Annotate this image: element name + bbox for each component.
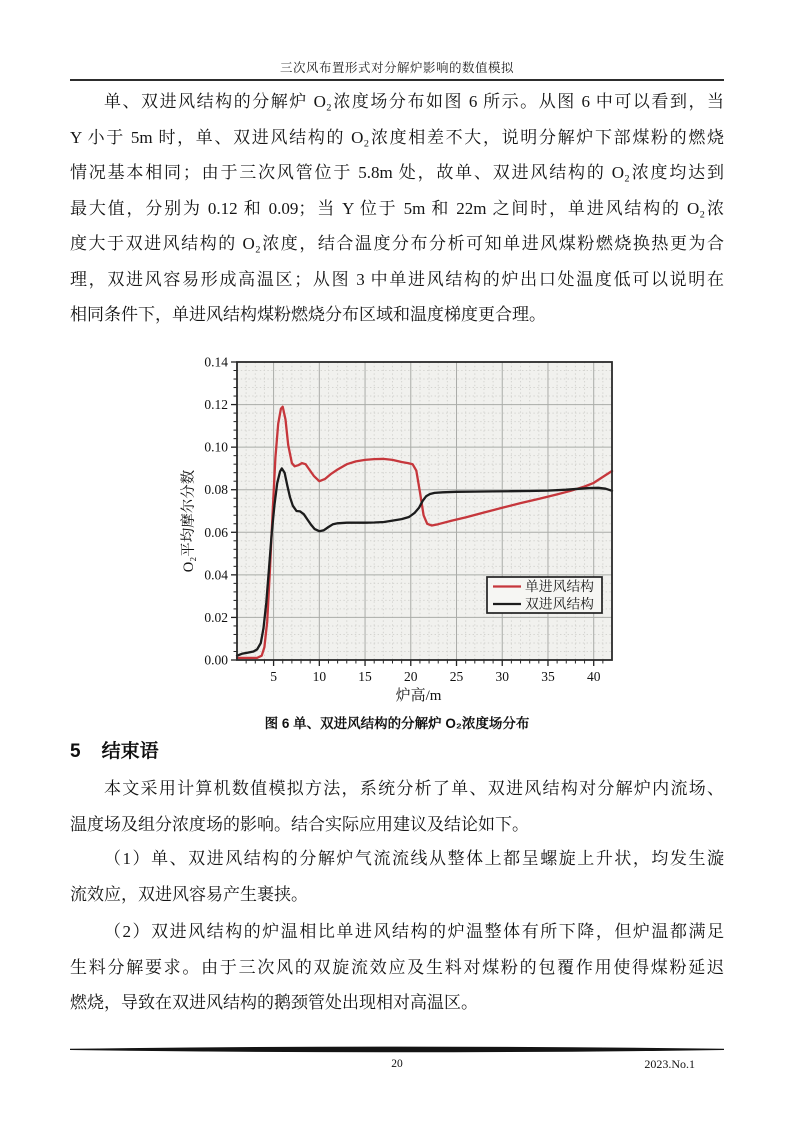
legend-label: 双进风结构 (525, 596, 594, 612)
x-tick-label: 5 (270, 669, 277, 684)
footer-rule (70, 1046, 724, 1053)
text-line: （2）双进风结构的炉温相比单进风结构的炉温整体有所下降，但炉温都满足 (104, 922, 724, 941)
text-line: 单、双进风结构的分解炉 O₂浓度场分布如图 6 所示。从图 6 中可以看到，当 (104, 92, 724, 111)
o2-concentration-chart (180, 348, 630, 710)
paragraph-conclusion-item1 (70, 841, 724, 912)
running-head: 三次风布置形式对分解炉影响的数值模拟 (279, 61, 514, 75)
y-tick-label: 0.04 (204, 567, 228, 583)
header-rule (70, 79, 724, 81)
text-line: 生料分解要求。由于三次风的双旋流效应及生料对煤粉的包覆作用使得煤粉延迟 (70, 957, 724, 977)
y-axis-title: O₂平均摩尔分数 (181, 469, 197, 573)
figure-6 (180, 348, 630, 710)
footer-issue: 2023.No.1 (644, 1057, 695, 1071)
text-line: 最大值，分别为 0.12 和 0.09；当 Y 位于 5m 和 22m 之间时，单进风结构的 O₂浓 (70, 198, 724, 218)
section-title: 结束语 (101, 741, 159, 762)
x-tick-label: 25 (449, 669, 464, 684)
x-tick-label: 15 (358, 669, 372, 684)
text-line: 燃烧，导致在双进风结构的鹅颈管处出现相对高温区。 (70, 993, 478, 1012)
x-tick-label: 20 (404, 669, 418, 684)
section-heading (70, 740, 724, 764)
x-axis-title: 炉高/m (395, 688, 442, 704)
text-line: 理，双进风容易形成高温区；从图 3 中单进风结构的炉出口处温度低可以说明在 (70, 269, 724, 289)
paragraph-conclusion-item2 (70, 914, 724, 1021)
y-tick-label: 0.08 (204, 482, 228, 498)
text-line: （1）单、双进风结构的分解炉气流流线从整体上都呈螺旋上升状，均发生漩 (104, 849, 724, 868)
x-tick-label: 35 (541, 669, 555, 684)
text-line: 温度场及组分浓度场的影响。结合实际应用建议及结论如下。 (70, 814, 529, 834)
y-tick-label: 0.06 (204, 524, 228, 540)
x-tick-label: 30 (495, 669, 509, 684)
x-tick-label: 10 (312, 669, 327, 684)
y-tick-label: 0.02 (204, 609, 228, 625)
plot-area (237, 362, 612, 660)
paragraph-conclusion-intro (70, 771, 724, 842)
footer-page-number: 20 (391, 1058, 403, 1070)
x-tick-label: 40 (586, 669, 601, 684)
text-line: Y 小于 5m 时，单、双进风结构的 O₂浓度相差不大，说明分解炉下部煤粉的燃烧 (70, 127, 724, 147)
y-tick-label: 0.10 (204, 439, 228, 455)
text-line: 度大于双进风结构的 O₂浓度，结合温度分布分析可知单进风煤粉燃烧换热更为合 (70, 234, 724, 253)
y-tick-label: 0.00 (204, 652, 228, 668)
section-number: 5 (70, 741, 81, 762)
y-tick-label: 0.12 (204, 397, 228, 413)
figure-caption: 图 6 单、双进风结构的分解炉 O₂浓度场分布 (264, 716, 530, 731)
text-line: 相同条件下，单进风结构煤粉燃烧分布区域和温度梯度更合理。 (70, 305, 546, 324)
legend-label: 单进风结构 (525, 579, 594, 594)
paragraph-o2-discussion (70, 84, 724, 333)
text-line: 本文采用计算机数值模拟方法，系统分析了单、双进风结构对分解炉内流场、 (104, 779, 724, 798)
text-line: 情况基本相同；由于三次风管位于 5.8m 处，故单、双进风结构的 O₂浓度均达到 (70, 163, 724, 182)
text-line: 流效应，双进风容易产生裹挟。 (70, 884, 308, 904)
y-tick-label: 0.14 (204, 354, 228, 370)
